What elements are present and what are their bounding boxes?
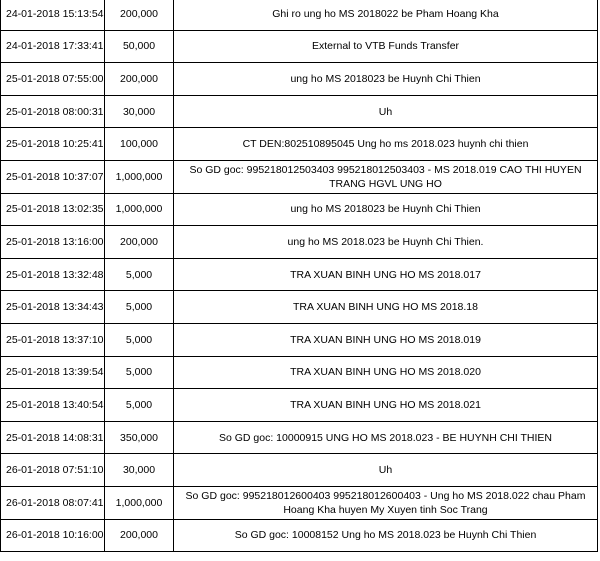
date-cell: 25-01-2018 10:37:07 [1,160,105,193]
table-row [1,421,598,454]
description-cell: ung ho MS 2018023 be Huynh Chi Thien [174,193,598,226]
date-cell: 25-01-2018 14:08:31 [1,421,105,454]
table-row [1,519,598,552]
date-cell: 24-01-2018 15:13:54 [1,0,105,30]
description-cell: ung ho MS 2018.023 be Huynh Chi Thien. [174,226,598,259]
amount-cell: 1,000,000 [105,160,174,193]
description-cell: TRA XUAN BINH UNG HO MS 2018.021 [174,389,598,422]
description-cell: TRA XUAN BINH UNG HO MS 2018.019 [174,323,598,356]
table-row [1,0,598,30]
amount-cell: 100,000 [105,128,174,161]
table-row [1,454,598,487]
amount-cell: 5,000 [105,258,174,291]
description-cell: Uh [174,95,598,128]
date-cell: 25-01-2018 13:34:43 [1,291,105,324]
date-cell: 25-01-2018 13:40:54 [1,389,105,422]
description-cell: So GD goc: 10000915 UNG HO MS 2018.023 - BE HUYNH CHI THIEN [174,421,598,454]
description-cell: TRA XUAN BINH UNG HO MS 2018.18 [174,291,598,324]
table-row [1,63,598,96]
date-cell: 26-01-2018 08:07:41 [1,486,105,519]
amount-cell: 5,000 [105,389,174,422]
date-cell: 25-01-2018 13:37:10 [1,323,105,356]
date-cell: 25-01-2018 13:32:48 [1,258,105,291]
amount-cell: 5,000 [105,356,174,389]
description-cell: Ghi ro ung ho MS 2018022 be Pham Hoang Kha [174,0,598,30]
amount-cell: 200,000 [105,226,174,259]
amount-cell: 1,000,000 [105,193,174,226]
description-cell: TRA XUAN BINH UNG HO MS 2018.020 [174,356,598,389]
description-cell: ung ho MS 2018023 be Huynh Chi Thien [174,63,598,96]
table-row [1,258,598,291]
description-cell: So GD goc: 995218012600403 995218012600403 - Ung ho MS 2018.022 chau Pham Hoang Kha huyen My Xuyen tinh Soc Trang [174,486,598,519]
description-cell: So GD goc: 10008152 Ung ho MS 2018.023 be Huynh Chi Thien [174,519,598,552]
table-row [1,323,598,356]
description-cell: Uh [174,454,598,487]
amount-cell: 1,000,000 [105,486,174,519]
table-row [1,486,598,519]
date-cell: 25-01-2018 13:39:54 [1,356,105,389]
amount-cell: 200,000 [105,63,174,96]
amount-cell: 200,000 [105,0,174,30]
amount-cell: 50,000 [105,30,174,63]
amount-cell: 5,000 [105,323,174,356]
table-row [1,389,598,422]
date-cell: 26-01-2018 07:51:10 [1,454,105,487]
date-cell: 24-01-2018 17:33:41 [1,30,105,63]
date-cell: 25-01-2018 07:55:00 [1,63,105,96]
amount-cell: 30,000 [105,95,174,128]
amount-cell: 5,000 [105,291,174,324]
table-row [1,128,598,161]
description-cell: CT DEN:802510895045 Ung ho ms 2018.023 huynh chi thien [174,128,598,161]
date-cell: 25-01-2018 13:02:35 [1,193,105,226]
table-row [1,95,598,128]
transactions-table-body [1,0,598,552]
date-cell: 25-01-2018 08:00:31 [1,95,105,128]
date-cell: 26-01-2018 10:16:00 [1,519,105,552]
table-row [1,160,598,193]
table-row [1,356,598,389]
date-cell: 25-01-2018 10:25:41 [1,128,105,161]
date-cell: 25-01-2018 13:16:00 [1,226,105,259]
table-row [1,226,598,259]
table-row [1,193,598,226]
table-row [1,30,598,63]
amount-cell: 350,000 [105,421,174,454]
amount-cell: 30,000 [105,454,174,487]
amount-cell: 200,000 [105,519,174,552]
description-cell: External to VTB Funds Transfer [174,30,598,63]
description-cell: TRA XUAN BINH UNG HO MS 2018.017 [174,258,598,291]
table-row [1,291,598,324]
description-cell: So GD goc: 995218012503403 995218012503403 - MS 2018.019 CAO THI HUYEN TRANG HGVL UNG HO [174,160,598,193]
